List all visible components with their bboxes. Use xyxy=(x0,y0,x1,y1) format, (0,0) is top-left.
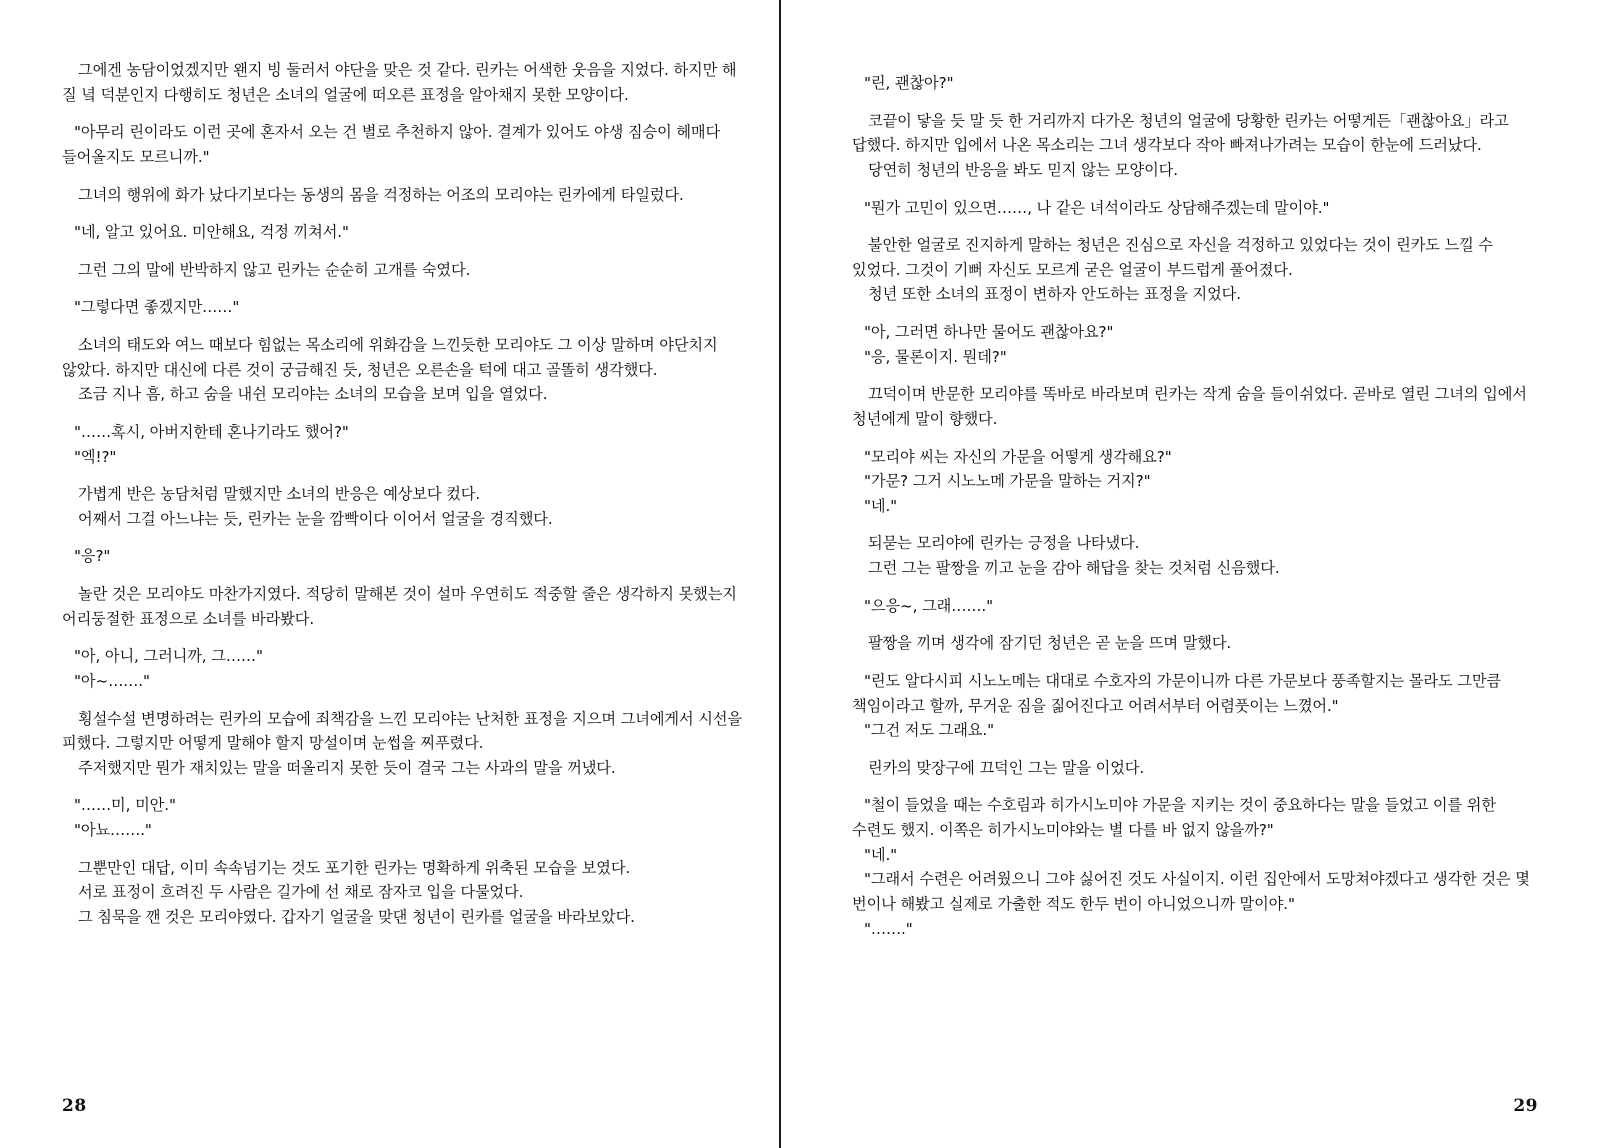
paragraph: "아~……." xyxy=(74,671,150,690)
paragraph: "가문? 그거 시노노메 가문을 말하는 거지?" xyxy=(864,472,1151,491)
paragraph: 놀란 것은 모리야도 마찬가지였다. 적당히 말해본 것이 설마 우연히도 적중할 줄은 생각하지 못했는지 어리둥절한 표정으로 소녀를 바라봤다. xyxy=(62,585,737,628)
paragraph: 되묻는 모리야에 린카는 긍정을 나타냈다. xyxy=(868,534,1140,553)
paragraph: 린카의 맞장구에 끄덕인 그는 말을 이었다. xyxy=(868,758,1145,777)
paragraph: 그에겐 농담이었겠지만 왠지 빙 둘러서 야단을 맞은 것 같다. 린카는 어색한 웃음을 지었다. 하지만 해 질 녘 덕분인지 다행히도 청년은 소녀의 얼굴에 떠오른 표정을 알아채지 못한 모양이다. xyxy=(62,61,737,104)
paragraph: 코끝이 닿을 듯 말 듯 한 거리까지 다가온 청년의 얼굴에 당황한 린카는 어떻게든「괜찮아요」라고 답했다. 하지만 입에서 나온 목소리는 그녀 생각보다 작아 빠져나가려는 모습이 한눈에 드러났다. xyxy=(852,111,1509,155)
page-right-body xyxy=(852,58,1538,941)
paragraph: "뭔가 고민이 있으면……, 나 같은 녀석이라도 상담해주겠는데 말이야." xyxy=(864,198,1330,217)
paragraph: "엑!?" xyxy=(74,447,117,466)
paragraph: 불안한 얼굴로 진지하게 말하는 청년은 진심으로 자신을 걱정하고 있었다는 것이 린카도 느낄 수 있었다. 그것이 기뻐 자신도 모르게 굳은 얼굴이 부드럽게 풀어졌다. xyxy=(852,236,1494,279)
page-right xyxy=(800,0,1600,1148)
paragraph: "아뇨……." xyxy=(74,821,152,839)
paragraph: 팔짱을 끼며 생각에 잠기던 청년은 곧 눈을 뜨며 말했다. xyxy=(868,634,1232,653)
paragraph: 그 침묵을 깬 것은 모리야였다. 갑자기 얼굴을 맞댄 청년이 린카를 얼굴을 바라보았다. xyxy=(78,907,635,926)
paragraph: 끄덕이며 반문한 모리야를 똑바로 바라보며 린카는 작게 숨을 들이쉬었다. 곧바로 열린 그녀의 입에서 청년에게 말이 향했다. xyxy=(852,385,1527,428)
paragraph: 그런 그의 말에 반박하지 않고 린카는 순순히 고개를 숙였다. xyxy=(78,260,471,279)
paragraph: "응?" xyxy=(74,547,111,566)
paragraph: "응, 물론이지. 뭔데?" xyxy=(864,347,1007,366)
paragraph: "아, 그러면 하나만 물어도 괜찮아요?" xyxy=(864,323,1114,341)
paragraph: 당연히 청년의 반응을 봐도 믿지 않는 모양이다. xyxy=(868,160,1178,179)
paragraph: "모리야 씨는 자신의 가문을 어떻게 생각해요?" xyxy=(864,447,1172,466)
paragraph: 조금 지나 흠, 하고 숨을 내쉰 모리야는 소녀의 모습을 보며 입을 열었다. xyxy=(78,385,548,404)
paragraph: 횡설수설 변명하려는 린카의 모습에 죄책감을 느낀 모리야는 난처한 표정을 지으며 그녀에게서 시선을 피했다. 그렇지만 어떻게 말해야 할지 망설이며 눈썹을 찌푸렸다. xyxy=(62,709,742,753)
paragraph: "네." xyxy=(864,496,898,515)
paragraph: 주저했지만 뭔가 재치있는 말을 떠올리지 못한 듯이 결국 그는 사과의 말을 꺼냈다. xyxy=(78,758,616,777)
paragraph: "네, 알고 있어요. 미안해요, 걱정 끼쳐서." xyxy=(74,223,349,242)
page-number-right: 29 xyxy=(1513,1096,1538,1116)
paragraph: "……혹시, 아버지한테 혼나기라도 했어?" xyxy=(74,422,349,441)
page-left-body xyxy=(62,58,748,930)
paragraph: "린, 괜찮아?" xyxy=(864,74,954,92)
paragraph: "……." xyxy=(864,919,913,938)
paragraph: "……미, 미안." xyxy=(74,796,176,815)
paragraph: 가볍게 반은 농담처럼 말했지만 소녀의 반응은 예상보다 컸다. xyxy=(78,485,481,504)
paragraph: 청년 또한 소녀의 표정이 변하자 안도하는 표정을 지었다. xyxy=(868,285,1241,304)
paragraph: 소녀의 태도와 여느 때보다 힘없는 목소리에 위화감을 느낀듯한 모리야도 그 이상 말하며 야단치지 않았다. 하지만 대신에 다른 것이 궁금해진 듯, 청년은 오른손을 턱에 대고 골똘히 생각했다. xyxy=(62,336,718,379)
paragraph: "그건 저도 그래요." xyxy=(864,721,994,740)
paragraph: "그래서 수련은 어려웠으니 그야 싫어진 것도 사실이지. 이런 집안에서 도망쳐야겠다고 생각한 것은 몇 번이나 해봤고 실제로 가출한 적도 한두 번이 아니었으니까 말이야." xyxy=(852,870,1530,913)
paragraph: "아무리 린이라도 이런 곳에 혼자서 오는 건 별로 추천하지 않아. 결계가 있어도 야생 짐승이 헤매다 들어올지도 모르니까." xyxy=(62,123,721,166)
paragraph: "으응~, 그래……." xyxy=(864,596,994,615)
paragraph: 그뿐만인 대답, 이미 속속넘기는 것도 포기한 린카는 명확하게 위축된 모습을 보였다. xyxy=(78,858,631,877)
paragraph: "린도 알다시피 시노노메는 대대로 수호자의 가문이니까 다른 가문보다 풍족할지는 몰라도 그만큼 책임이라고 할까, 무거운 짐을 짊어진다고 어려서부터 어렴풋이는 느꼈어." xyxy=(852,671,1502,715)
paragraph: "그렇다면 좋겠지만……" xyxy=(74,298,240,317)
paragraph: 그런 그는 팔짱을 끼고 눈을 감아 해답을 찾는 것처럼 신음했다. xyxy=(868,559,1280,577)
paragraph: 서로 표정이 흐려진 두 사람은 길가에 선 채로 잠자코 입을 다물었다. xyxy=(78,883,524,902)
paragraph: "아, 아니, 그러니까, 그……" xyxy=(74,647,263,666)
top-spacer xyxy=(852,58,1538,71)
paragraph: "철이 들었을 때는 수호림과 히가시노미야 가문을 지키는 것이 중요하다는 말을 들었고 이를 위한 수련도 했지. 이쪽은 히가시노미야와는 별 다를 바 없지 않을까?" xyxy=(852,796,1496,839)
paragraph: 그녀의 행위에 화가 났다기보다는 동생의 몸을 걱정하는 어조의 모리야는 린카에게 타일렀다. xyxy=(78,185,684,204)
paragraph: 어째서 그걸 아느냐는 듯, 린카는 눈을 깜빡이다 이어서 얼굴을 경직했다. xyxy=(78,509,553,528)
paragraph: "네." xyxy=(864,845,898,864)
page-number-left: 28 xyxy=(62,1096,87,1116)
